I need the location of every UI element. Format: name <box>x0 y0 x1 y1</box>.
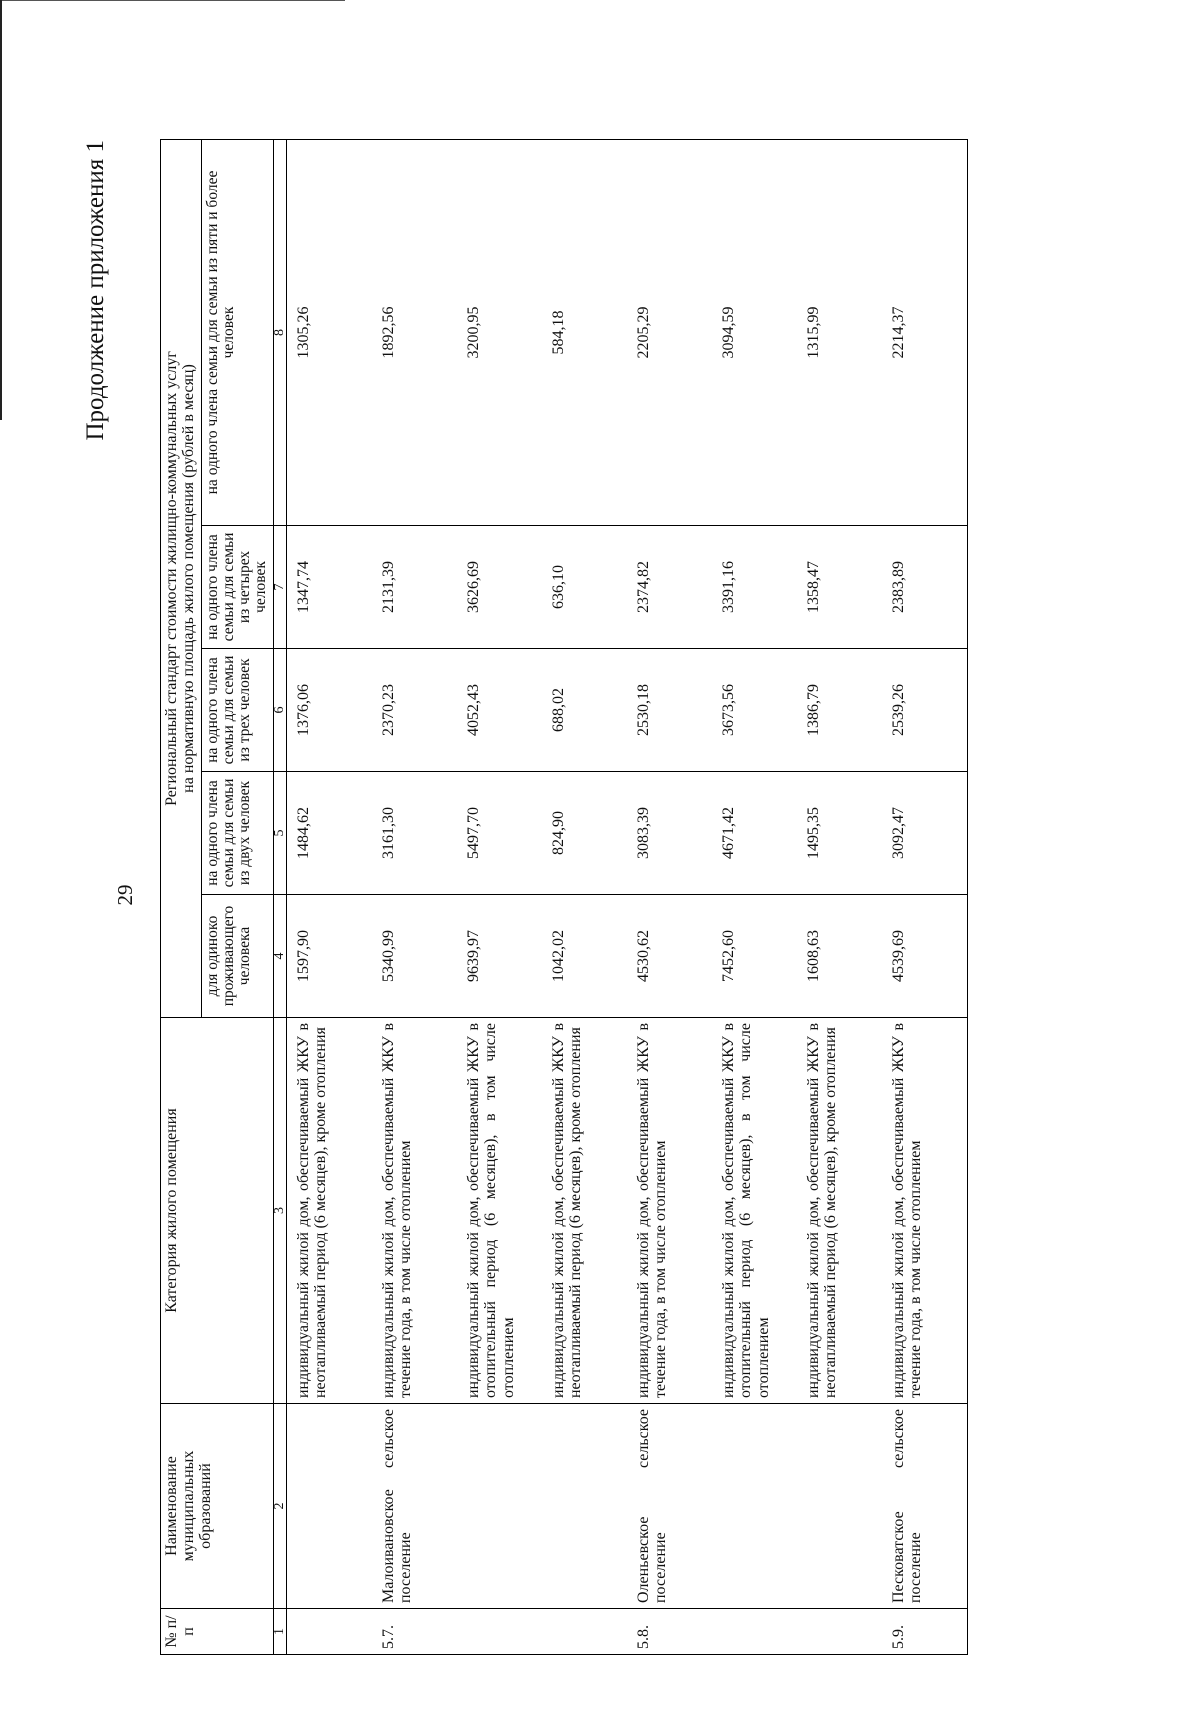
header-sub-4: на одного члена семьи для семьи из четырех человек <box>201 526 273 649</box>
row-category: индивидуальный жилой дом, обеспечиваемый ЖКУ в неотапливаемый период (6 месяцев), кроме отопления <box>797 1018 882 1404</box>
row-value-three: 2370,23 <box>372 649 457 772</box>
row-value-single: 9639,97 <box>457 895 542 1018</box>
table-row <box>457 139 542 1654</box>
row-value-two: 1495,35 <box>797 772 882 895</box>
row-value-single: 1597,90 <box>286 895 372 1018</box>
row-value-four: 3626,69 <box>457 526 542 649</box>
row-value-four: 2131,39 <box>372 526 457 649</box>
table-row <box>797 139 882 1654</box>
row-value-four: 2383,89 <box>882 526 968 649</box>
row-value-four: 1358,47 <box>797 526 882 649</box>
header-row-1 <box>161 139 202 1654</box>
table-row <box>712 139 797 1654</box>
row-municipality: Оленьевское сельское поселение <box>627 1404 712 1609</box>
row-value-five-plus: 3200,95 <box>457 139 542 525</box>
row-no: 5.8. <box>627 1609 712 1655</box>
row-no <box>542 1609 627 1655</box>
column-number: 5 <box>273 772 286 895</box>
row-no <box>712 1609 797 1655</box>
row-value-single: 1042,02 <box>542 895 627 1018</box>
row-value-five-plus: 2214,37 <box>882 139 968 525</box>
column-number: 1 <box>273 1609 286 1655</box>
column-number: 8 <box>273 139 286 525</box>
page-number: 29 <box>113 884 137 906</box>
row-value-single: 7452,60 <box>712 895 797 1018</box>
column-number: 7 <box>273 526 286 649</box>
row-value-three: 2539,26 <box>882 649 968 772</box>
header-municipality: Наименование муниципальных образований <box>161 1404 274 1609</box>
table-row <box>627 139 712 1654</box>
continuation-caption: Продолжение приложения 1 <box>82 140 109 441</box>
row-category: индивидуальный жилой дом, обеспечиваемый ЖКУ в неотапливаемый период (6 месяцев), кроме отопления <box>542 1018 627 1404</box>
row-no <box>797 1609 882 1655</box>
row-value-single: 4539,69 <box>882 895 968 1018</box>
row-value-single: 1608,63 <box>797 895 882 1018</box>
row-value-five-plus: 1315,99 <box>797 139 882 525</box>
header-standard <box>161 139 202 1017</box>
header-category: Категория жилого помещения <box>161 1018 274 1404</box>
row-category: индивидуальный жилой дом, обеспечиваемый ЖКУ в неотапливаемый период (6 месяцев), кроме отопления <box>286 1018 372 1404</box>
row-category: индивидуальный жилой дом, обеспечиваемый ЖКУ в отопительный период (6 месяцев), в том числе отоплением <box>457 1018 542 1404</box>
row-value-four: 1347,74 <box>286 526 372 649</box>
row-no: 5.9. <box>882 1609 968 1655</box>
row-value-five-plus: 2205,29 <box>627 139 712 525</box>
row-municipality <box>797 1404 882 1609</box>
row-value-single: 5340,99 <box>372 895 457 1018</box>
row-municipality <box>712 1404 797 1609</box>
row-value-three: 1386,79 <box>797 649 882 772</box>
header-sub-2: на одного члена семьи для семьи из двух человек <box>201 772 273 895</box>
row-no: 5.7. <box>372 1609 457 1655</box>
row-value-two: 3092,47 <box>882 772 968 895</box>
row-category: индивидуальный жилой дом, обеспечиваемый ЖКУ в отопительный период (6 месяцев), в том числе отоплением <box>712 1018 797 1404</box>
row-value-four: 636,10 <box>542 526 627 649</box>
row-value-two: 3083,39 <box>627 772 712 895</box>
table-row <box>542 139 627 1654</box>
row-value-three: 3673,56 <box>712 649 797 772</box>
row-value-two: 4671,42 <box>712 772 797 895</box>
table-row <box>372 139 457 1654</box>
header-sub-3: на одного члена семьи для семьи из трех человек <box>201 649 273 772</box>
row-value-two: 3161,30 <box>372 772 457 895</box>
column-number: 4 <box>273 895 286 1018</box>
row-value-three: 688,02 <box>542 649 627 772</box>
table-row <box>286 139 372 1654</box>
row-value-four: 3391,16 <box>712 526 797 649</box>
header-no: № п/п <box>161 1609 274 1655</box>
row-value-five-plus: 1305,26 <box>286 139 372 525</box>
row-municipality <box>286 1404 372 1609</box>
row-category: индивидуальный жилой дом, обеспечиваемый ЖКУ в течение года, в том числе отоплением <box>882 1018 968 1404</box>
scan-edge-left <box>0 0 2 420</box>
rotated-document-page <box>82 140 1060 1655</box>
row-value-five-plus: 1892,56 <box>372 139 457 525</box>
row-category: индивидуальный жилой дом, обеспечиваемый ЖКУ в течение года, в том числе отоплением <box>372 1018 457 1404</box>
row-no <box>286 1609 372 1655</box>
row-value-four: 2374,82 <box>627 526 712 649</box>
row-value-two: 5497,70 <box>457 772 542 895</box>
row-municipality <box>542 1404 627 1609</box>
header-sub-1: для одиноко проживающего человека <box>201 895 273 1018</box>
housing-cost-standard-table <box>160 139 968 1655</box>
table-row <box>882 139 968 1654</box>
row-value-three: 1376,06 <box>286 649 372 772</box>
row-municipality: Малоивановское сельское поселение <box>372 1404 457 1609</box>
row-value-two: 1484,62 <box>286 772 372 895</box>
header-standard-line1: Региональный стандарт стоимости жилищно-коммунальных услуг <box>163 351 180 806</box>
row-value-three: 2530,18 <box>627 649 712 772</box>
column-number: 2 <box>273 1404 286 1609</box>
row-no <box>457 1609 542 1655</box>
row-municipality <box>457 1404 542 1609</box>
row-value-five-plus: 584,18 <box>542 139 627 525</box>
row-value-five-plus: 3094,59 <box>712 139 797 525</box>
row-category: индивидуальный жилой дом, обеспечиваемый ЖКУ в течение года, в том числе отоплением <box>627 1018 712 1404</box>
row-value-three: 4052,43 <box>457 649 542 772</box>
column-number: 6 <box>273 649 286 772</box>
row-value-two: 824,90 <box>542 772 627 895</box>
header-standard-line2: на нормативную площадь жилого помещения (рублей в месяц) <box>179 364 197 793</box>
row-value-single: 4530,62 <box>627 895 712 1018</box>
row-municipality: Песковатское сельское поселение <box>882 1404 968 1609</box>
header-sub-5: на одного члена семьи для семьи из пяти и более человек <box>201 139 273 525</box>
scan-edge-top <box>0 0 345 1</box>
column-number-row <box>273 139 286 1654</box>
column-number: 3 <box>273 1018 286 1404</box>
